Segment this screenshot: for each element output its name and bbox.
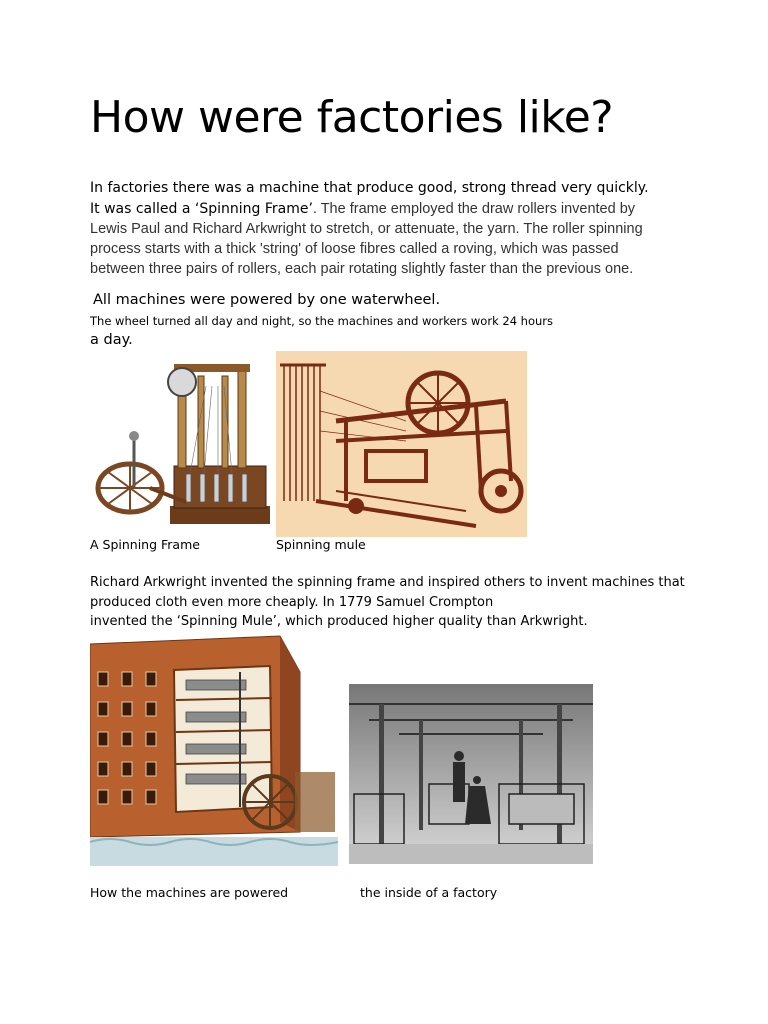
intro-line-2a: It was called a ‘Spinning Frame’ [90,201,313,217]
arkwright-line-3: invented the ‘Spinning Mule’, which produced higher quality than Arkwright. [90,614,588,629]
arkwright-line-2: produced cloth even more cheaply. In 1779 Samuel Crompton [90,594,494,610]
caption-spinning-mule: Spinning mule [276,537,366,552]
waterwheel-end-text: a day. [90,332,133,348]
arkwright-paragraph [90,573,685,632]
caption-spinning-frame: A Spinning Frame [90,537,200,552]
intro-line-5: between three pairs of rollers, each pair rotating slightly faster than the previous one. [90,261,634,277]
intro-line-2 [90,198,690,219]
intro-line-2b: . The frame employed the draw rollers invented by [312,201,636,217]
waterwheel-small-text: The wheel turned all day and night, so the machines and workers work 24 hours [90,314,554,328]
caption-powered: How the machines are powered [90,885,289,900]
page-title: How were factories like? [90,92,614,143]
intro-line-4: process starts with a thick 'string' of loose fibres called a roving, which was passed [90,241,619,257]
caption-inside-factory: the inside of a factory [360,885,498,900]
factory-interior-image [349,684,593,864]
spinning-frame-image [90,356,274,536]
intro-line-1: In factories there was a machine that produce good, strong thread very quickly. [90,180,649,196]
mill-building-image [90,632,338,866]
intro-line-3: Lewis Paul and Richard Arkwright to stretch, or attenuate, the yarn. The roller spinning [90,221,643,237]
intro-paragraph [90,178,690,279]
spinning-mule-image [276,351,527,537]
waterwheel-heading: All machines were powered by one waterwheel. [93,292,441,308]
arkwright-line-1: Richard Arkwright invented the spinning frame and inspired others to invent machines that [90,575,685,590]
